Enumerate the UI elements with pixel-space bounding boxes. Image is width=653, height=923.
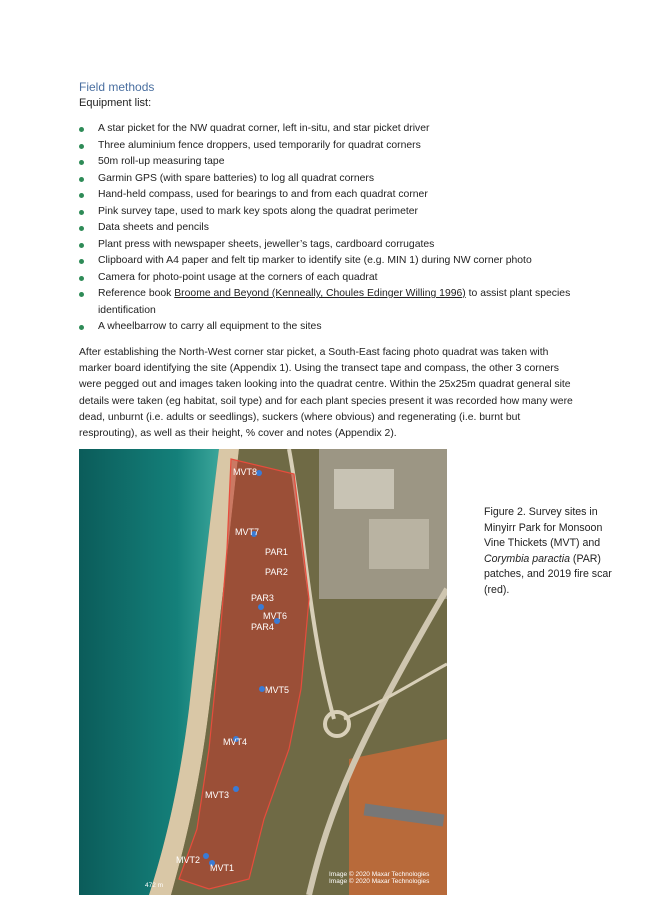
reference-book-link[interactable]: Broome and Beyond (Kenneally, Choules Edinger Willing 1996) (174, 288, 466, 299)
list-item: A star picket for the NW quadrat corner, left in-situ, and star picket driver (79, 121, 589, 138)
section-heading: Field methods (79, 80, 155, 94)
list-item: Clipboard with A4 paper and felt tip marker to identify site (e.g. MIN 1) during NW corner photo (79, 253, 589, 270)
bullet-icon (79, 276, 84, 281)
site-label: PAR1 (265, 547, 288, 557)
scale-label: 472 m (145, 882, 164, 889)
list-item: Hand-held compass, used for bearings to and from each quadrat corner (79, 187, 589, 204)
bullet-icon (79, 144, 84, 149)
site-label: MVT5 (265, 685, 290, 695)
bullet-icon (79, 243, 84, 248)
list-item: Garmin GPS (with spare batteries) to log all quadrat corners (79, 171, 589, 188)
bullet-icon (79, 292, 84, 297)
list-item: Data sheets and pencils (79, 220, 589, 237)
equipment-subheading: Equipment list: (79, 97, 152, 109)
survey-map (79, 449, 447, 895)
figure-caption: Figure 2. Survey sites in Minyirr Park for Monsoon Vine Thickets (MVT) and Corymbia paractia (PAR) patches, and 2019 fire scar (red). (484, 506, 612, 596)
list-item: Camera for photo-point usage at the corners of each quadrat (79, 270, 589, 287)
bullet-icon (79, 226, 84, 231)
map-attribution: Image © 2020 Maxar Technologies (329, 878, 430, 885)
bullet-icon (79, 160, 84, 165)
bullet-icon (79, 210, 84, 215)
methods-paragraph: After establishing the North-West corner star picket, a South-East facing photo quadrat was taken with marker board identifying the site (Appendix 1). Using the transect tape and compass, the other 3 corners were pegged out and images taken looking into the quadrat centre. Within the 25x25m quadrat general site details were taken (eg habitat, soil type) and for each plant species present it was recorded how many were dead, unburnt (i.e. adults or seedlings), suckers (where obvious) and regenerating (i.e. burnt but resprouting), as well as their height, % cover and notes (Appendix 2). (79, 347, 573, 440)
list-item: Plant press with newspaper sheets, jeweller’s tags, cardboard corrugates (79, 237, 589, 254)
site-label: MVT3 (205, 790, 230, 800)
list-item: Pink survey tape, used to mark key spots along the quadrat perimeter (79, 204, 589, 221)
site-label: PAR3 (251, 593, 274, 603)
site-marker-icon (233, 786, 239, 792)
site-label: PAR2 (265, 567, 288, 577)
site-marker-icon (258, 604, 264, 610)
site-label: PAR4 (251, 622, 274, 632)
map-attribution: Image © 2020 Maxar Technologies (329, 871, 430, 878)
site-label: MVT7 (235, 527, 260, 537)
list-item: 50m roll-up measuring tape (79, 154, 589, 171)
species-name: Corymbia paractia (484, 552, 570, 565)
equipment-list (79, 121, 589, 336)
bullet-icon (79, 193, 84, 198)
site-label: MVT4 (223, 737, 248, 747)
list-item: A wheelbarrow to carry all equipment to the sites (79, 319, 589, 336)
bullet-icon (79, 325, 84, 330)
site-marker-icon (203, 853, 209, 859)
site-label: MVT8 (233, 467, 258, 477)
bullet-icon (79, 127, 84, 132)
site-label: MVT6 (263, 611, 288, 621)
site-label: MVT1 (210, 863, 235, 873)
list-item: Three aluminium fence droppers, used temporarily for quadrat corners (79, 138, 589, 155)
site-label: MVT2 (176, 855, 201, 865)
bullet-icon (79, 177, 84, 182)
bullet-icon (79, 259, 84, 264)
list-item: Reference book Broome and Beyond (Kenneally, Choules Edinger Willing 1996) to assist plant species identification (79, 286, 589, 319)
